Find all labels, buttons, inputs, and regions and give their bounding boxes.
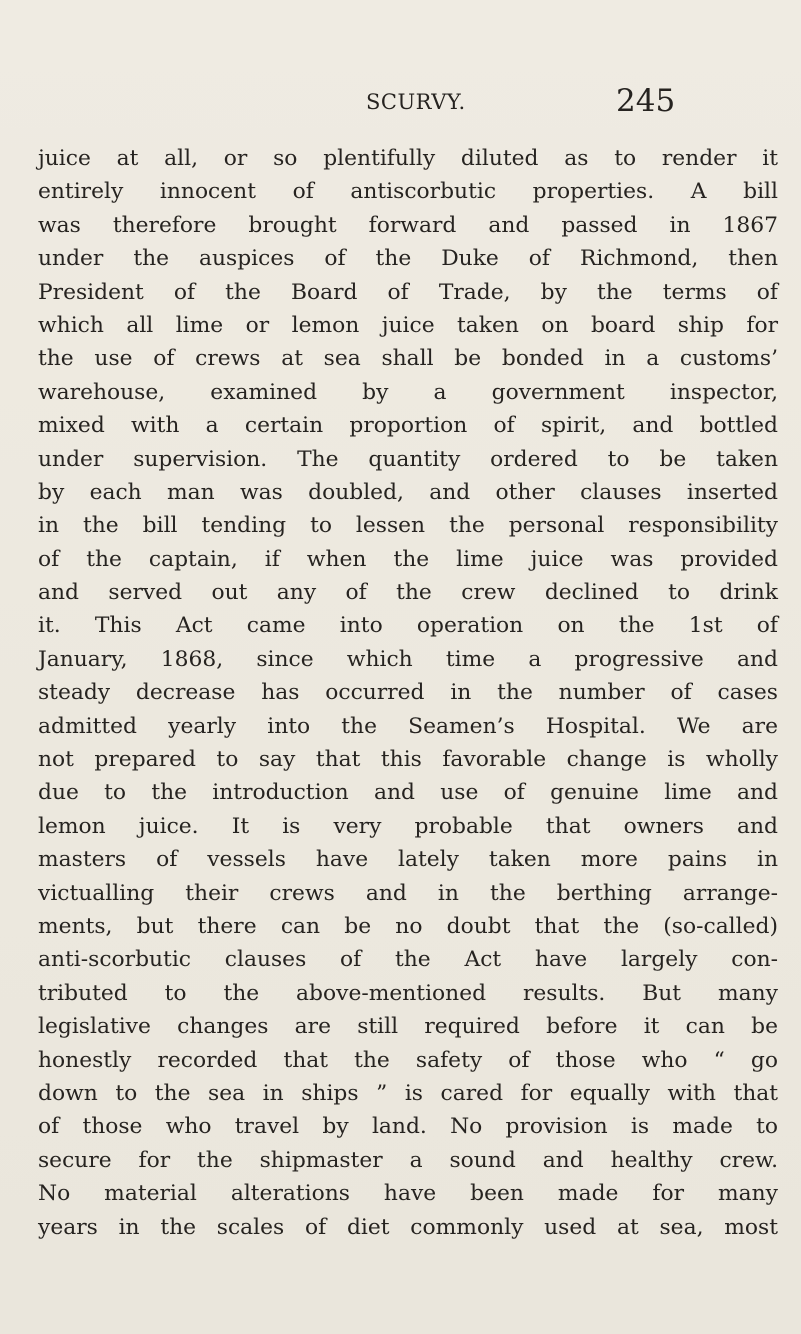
text-line: admitted yearly into the Seamen’s Hospital. We are [38,713,778,739]
text-line: legislative changes are still required before it can be [38,1014,778,1040]
text-line: January, 1868, since which time a progressive and [38,646,778,672]
text-line: under supervision. The quantity ordered to be taken [38,446,778,472]
page-number: 245 [616,83,676,119]
text-line: ments, but there can be no doubt that the (so-called) [38,913,778,939]
text-line: steady decrease has occurred in the number of cases [38,680,778,706]
text-line: masters of vessels have lately taken more pains in [38,847,778,873]
text-line: which all lime or lemon juice taken on board ship for [38,312,778,338]
text-line: honestly recorded that the safety of those who “ go [38,1047,778,1073]
text-line: President of the Board of Trade, by the terms of [38,279,778,305]
text-line: mixed with a certain proportion of spirit, and bottled [38,413,778,439]
text-line: lemon juice. It is very probable that owners and [38,813,778,839]
text-line: of the captain, if when the lime juice was provided [38,546,778,572]
text-line: warehouse, examined by a government inspector, [38,379,778,405]
text-line: due to the introduction and use of genuine lime and [38,780,778,806]
text-line: of those who travel by land. No provision is made to [38,1114,778,1140]
body-paragraph [38,142,778,1244]
text-line: the use of crews at sea shall be bonded in a customs’ [38,346,778,372]
text-line: under the auspices of the Duke of Richmond, then [38,246,778,272]
text-line: years in the scales of diet commonly used at sea, most [38,1214,778,1240]
text-line: secure for the shipmaster a sound and healthy crew. [38,1147,778,1173]
text-line: it. This Act came into operation on the 1st of [38,613,778,639]
text-line: and served out any of the crew declined to drink [38,580,778,606]
text-line: anti-scorbutic clauses of the Act have largely con- [38,947,778,973]
text-line: juice at all, or so plentifully diluted as to render it [38,146,778,171]
running-head [366,83,766,123]
text-line: victualling their crews and in the berthing arrange- [38,880,778,906]
text-line: down to the sea in ships ” is cared for equally with that [38,1080,778,1106]
running-title: SCURVY. [366,90,466,114]
text-line: not prepared to say that this favorable change is wholly [38,747,778,773]
text-line: No material alterations have been made for many [38,1181,778,1207]
text-line: was therefore brought forward and passed in 1867 [38,212,778,238]
text-line: entirely innocent of antiscorbutic properties. A bill [38,179,778,205]
text-line: in the bill tending to lessen the personal responsibility [38,513,778,539]
text-line: tributed to the above-mentioned results. But many [38,980,778,1006]
text-line: by each man was doubled, and other clauses inserted [38,479,778,505]
